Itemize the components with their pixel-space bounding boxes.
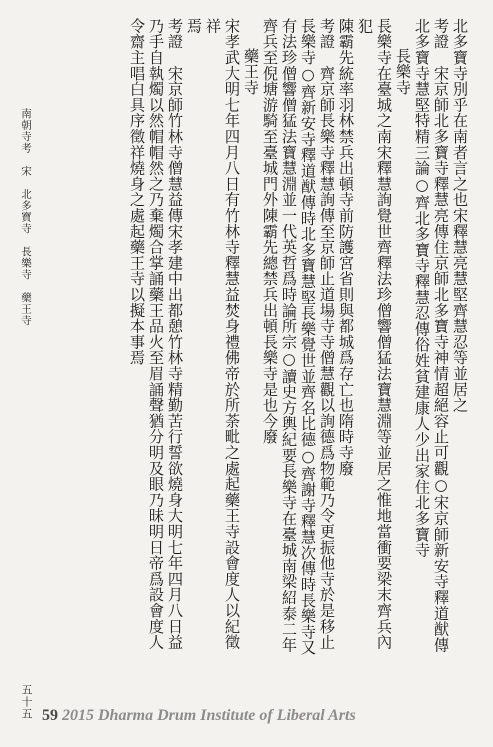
text-column: 有法珍僧響僧猛法寶慧淵並一代英哲爲時論所宗○讀史方輿紀要長樂寺在臺城南梁紹泰二年	[280, 18, 298, 653]
watermark-text: 2015 Dharma Drum Institute of Liberal Arts	[62, 707, 356, 724]
text-column: 齊兵至倪塘游騎至臺城門外陳霸先總禁兵出頓長樂寺是也今廢	[261, 18, 279, 445]
text-column: 北多寶寺慧堅特精三論○齊北多寶寺釋慧忍傳俗姓貧建康人少出家住北多寶寺	[413, 18, 431, 558]
running-head: 南朝寺考 宋 北多寶寺 長樂寺 藥王寺	[20, 108, 32, 327]
section-heading-yaowang: 藥王寺	[242, 48, 260, 96]
text-column: 焉	[185, 18, 203, 34]
text-column: 乃手自執燭以然帽帽然之乃棄燭合掌誦藥王品火至眉誦聲猶分明及眼乃昧明日帝爲設會度人	[147, 18, 165, 650]
text-column: 考證 宋京師竹林寺僧慧益傳宋孝建中出都憩竹林寺精勤苦行誓欲燒身大明七年四月八日益	[166, 18, 184, 650]
main-text-block	[74, 18, 469, 660]
page-number: 五十五	[20, 684, 33, 720]
text-column: 北多寶寺別乎在南者言之也宋釋慧亮慧堅齊慧忍等並居之	[451, 18, 469, 413]
text-column: 考證 齊京師長樂寺釋慧詢傳至京師止道場寺寺僧慧觀以詢德爲物範乃令更振他寺於是移止	[318, 18, 336, 650]
text-column: 考證 宋京師北多寶寺釋慧亮傳住京師北多寶寺神情超絕容止可觀○宋京師新安寺釋道猷傳	[432, 18, 450, 653]
scan-footer	[0, 702, 493, 730]
text-column: 陳霸先統率羽林禁兵出頓寺前防護宮省則與都城爲存亡也隋時寺廢	[337, 18, 355, 477]
text-column: 宋孝武大明七年四月八日有竹林寺釋慧益焚身禮佛帝於所荼毗之處起藥王寺設會度人以紀徵祥	[204, 18, 241, 650]
text-column: 令齋主唱白具序徵祥燒身之處起藥王寺以擬本事焉	[128, 18, 146, 366]
scan-page-number: 59	[42, 707, 58, 724]
section-heading-changle: 長樂寺	[394, 48, 412, 96]
text-column: 長樂寺○齊新安寺釋道猷傳時北多寶慧堅長樂覺世並齊名比德○齊謝寺釋慧次傳時長樂寺又	[299, 18, 317, 656]
text-column: 長樂寺在臺城之南宋釋慧詢覺世齊釋法珍僧響僧猛法寶慧淵等並居之惟地當衝要梁末齊兵內犯	[356, 18, 393, 650]
